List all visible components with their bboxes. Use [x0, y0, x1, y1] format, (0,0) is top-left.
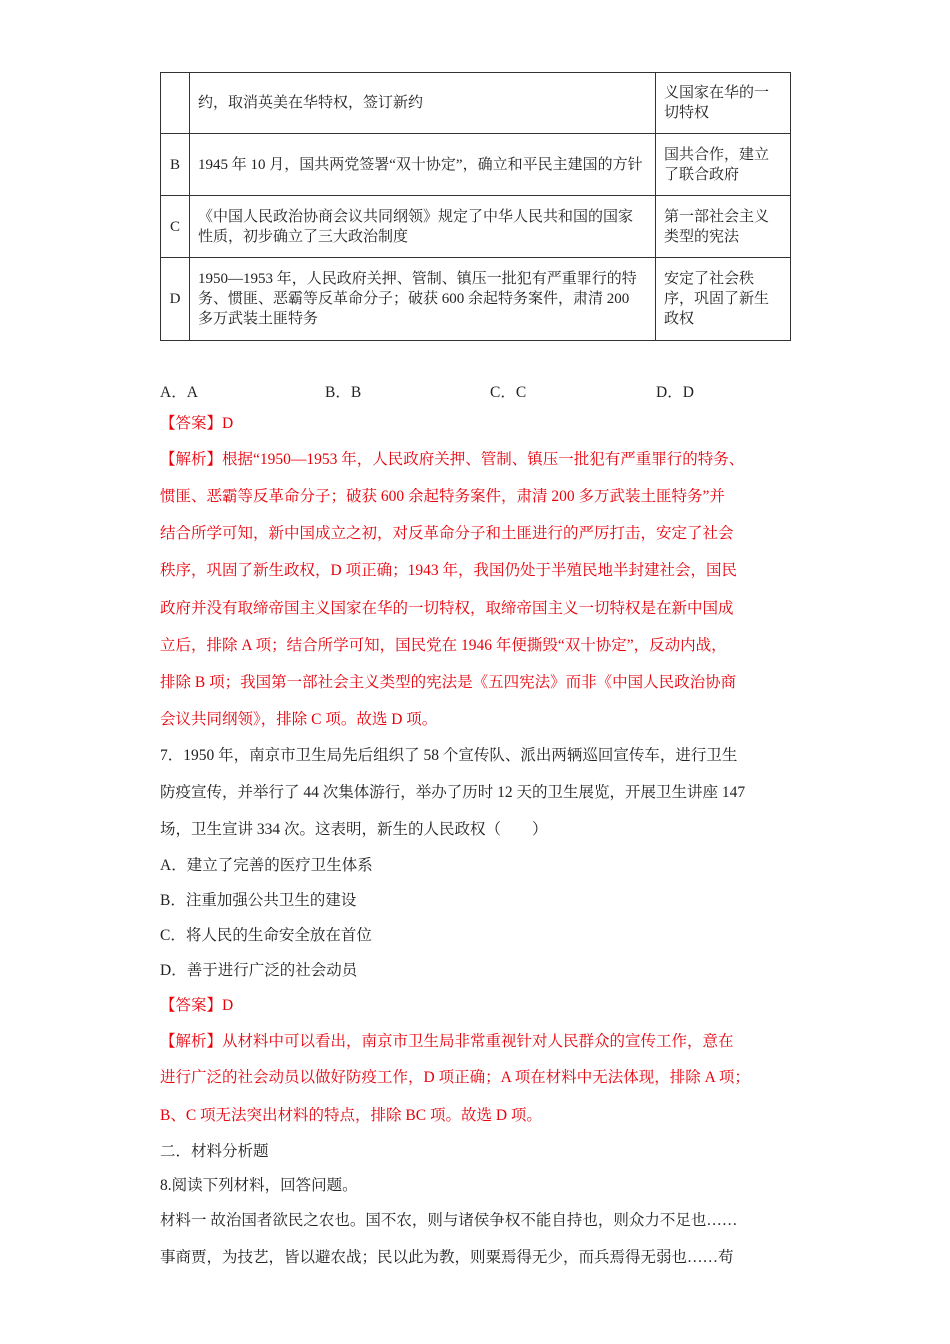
event-cell: 1945 年 10 月，国共两党签署“双十协定”，确立和平民主建国的方针	[190, 134, 656, 196]
answer-option: D．D	[656, 384, 694, 401]
answer-explanation-line: 【答案】D	[160, 997, 234, 1014]
table-row	[161, 258, 791, 341]
impact-cell: 国共合作，建立了联合政府	[656, 134, 791, 196]
answer-explanation-line: 结合所学可知，新中国成立之初，对反革命分子和土匪进行的严厉打击，安定了社会	[160, 525, 734, 542]
table-row	[161, 73, 791, 134]
answer-explanation-line: 【答案】D	[160, 415, 234, 432]
event-cell: 1950—1953 年，人民政府关押、管制、镇压一批犯有严重罪行的特务、惯匪、恶霸等反革命分子；破获 600 余起特务案件，肃清 200 多万武装土匪特务	[190, 258, 656, 341]
question-text-line: 8.阅读下列材料，回答问题。	[160, 1177, 358, 1194]
question-text-line: A．建立了完善的医疗卫生体系	[160, 857, 373, 874]
table-row	[161, 134, 791, 196]
impact-cell: 义国家在华的一切特权	[656, 73, 791, 134]
impact-cell: 第一部社会主义类型的宪法	[656, 196, 791, 258]
option-key	[161, 73, 190, 134]
question-text-line: D．善于进行广泛的社会动员	[160, 962, 358, 979]
answer-explanation-line: 政府并没有取缔帝国主义国家在华的一切特权，取缔帝国主义一切特权是在新中国成	[160, 600, 734, 617]
question-text-line: 防疫宣传，并举行了 44 次集体游行，举办了历时 12 天的卫生展览，开展卫生讲座 147	[160, 784, 746, 801]
impact-cell: 安定了社会秩序，巩固了新生政权	[656, 258, 791, 341]
answer-explanation-line: B、C 项无法突出材料的特点，排除 BC 项。故选 D 项。	[160, 1107, 542, 1124]
question-text-line: 材料一 故治国者欲民之农也。国不农，则与诸侯争权不能自持也，则众力不足也……	[160, 1212, 738, 1229]
answer-explanation-line: 惯匪、恶霸等反革命分子；破获 600 余起特务案件，肃清 200 多万武装土匪特务”并	[160, 488, 725, 505]
question-text-line: B．注重加强公共卫生的建设	[160, 892, 357, 909]
answer-explanation-line: 进行广泛的社会动员以做好防疫工作，D 项正确；A 项在材料中无法体现，排除 A 项；	[160, 1069, 750, 1086]
answer-option: A．A	[160, 384, 198, 401]
answer-explanation-line: 会议共同纲领》，排除 C 项。故选 D 项。	[160, 711, 438, 728]
event-cell: 约，取消英美在华特权，签订新约	[190, 73, 656, 134]
answer-explanation-line: 【解析】根据“1950—1953 年，人民政府关押、管制、镇压一批犯有严重罪行的特务、	[160, 451, 745, 468]
question-text-line: 7．1950 年，南京市卫生局先后组织了 58 个宣传队、派出两辆巡回宣传车，进行卫生	[160, 747, 738, 764]
question-text-line: C．将人民的生命安全放在首位	[160, 927, 372, 944]
question-text-line: 二．材料分析题	[160, 1143, 269, 1160]
option-key: D	[161, 258, 190, 341]
answer-option: B．B	[325, 384, 362, 401]
answer-option: C．C	[490, 384, 527, 401]
question-text-line: 事商贾，为技艺，皆以避农战；民以此为教，则粟焉得无少，而兵焉得无弱也……苟	[160, 1249, 734, 1266]
table-row	[161, 196, 791, 258]
option-key: B	[161, 134, 190, 196]
option-key: C	[161, 196, 190, 258]
options-table	[160, 72, 791, 341]
answer-explanation-line: 立后，排除 A 项；结合所学可知，国民党在 1946 年便撕毁“双十协定”，反动内战，	[160, 637, 727, 654]
answer-explanation-line: 秩序，巩固了新生政权，D 项正确；1943 年，我国仍处于半殖民地半封建社会，国民	[160, 562, 737, 579]
event-cell: 《中国人民政治协商会议共同纲领》规定了中华人民共和国的国家性质，初步确立了三大政治制度	[190, 196, 656, 258]
answer-explanation-line: 【解析】从材料中可以看出，南京市卫生局非常重视针对人民群众的宣传工作，意在	[160, 1033, 734, 1050]
answer-explanation-line: 排除 B 项；我国第一部社会主义类型的宪法是《五四宪法》而非《中国人民政治协商	[160, 674, 737, 691]
question-text-line: 场，卫生宣讲 334 次。这表明，新生的人民政权（ ）	[160, 821, 548, 838]
